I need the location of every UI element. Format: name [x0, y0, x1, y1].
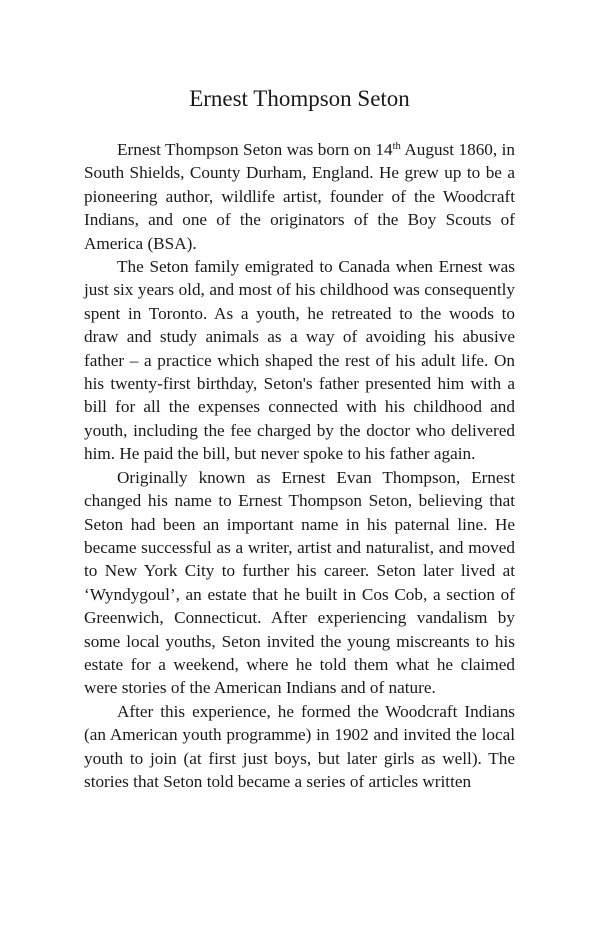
paragraph-childhood: The Seton family emigrated to Canada when Ernest was just six years old, and most of his childhood was consequently spent in Toronto. As a youth, he retreated to the woods to draw and study animals as a way of avoiding his abusive father – a practice which shaped the rest of his adult life. On his twenty-first birthday, Seton's father presented him with a bill for all the expenses connected with his childhood and youth, including the fee charged by the doctor who delivered him. He paid the bill, but never spoke to his father again.	[84, 257, 515, 464]
paragraph-woodcraft: After this experience, he formed the Woodcraft Indians (an American youth programme) in 1902 and invited the local youth to join (at first just boys, but later girls as well). The stories that Seton told became a series of articles written	[84, 701, 515, 791]
book-page	[84, 84, 515, 793]
paragraph-name-change: Originally known as Ernest Evan Thompson, Ernest changed his name to Ernest Thompson Seton, believing that Seton had been an important name in his paternal line. He became successful as a writer, artist and naturalist, and moved to New York City to further his career. Seton later lived at ‘Wyndygoul’, an estate that he built in Cos Cob, a section of Greenwich, Connecticut. After experiencing vandalism by some local youths, Seton invited the young miscreants to his estate for a weekend, where he told them what he claimed were stories of the American Indians and of nature.	[84, 467, 515, 698]
paragraph-birth	[84, 138, 515, 255]
birth-text-start: Ernest Thompson Seton was born on 14	[117, 140, 393, 159]
birth-text-end: August 1860, in South Shields, County Durham, England. He grew up to be a pioneering author, wildlife artist, founder of the Woodcraft Indians, and one of the originators of the Boy Scouts of America (BSA).	[84, 140, 515, 253]
chapter-title: Ernest Thompson Seton	[189, 86, 410, 111]
ordinal-suffix: th	[392, 141, 401, 153]
